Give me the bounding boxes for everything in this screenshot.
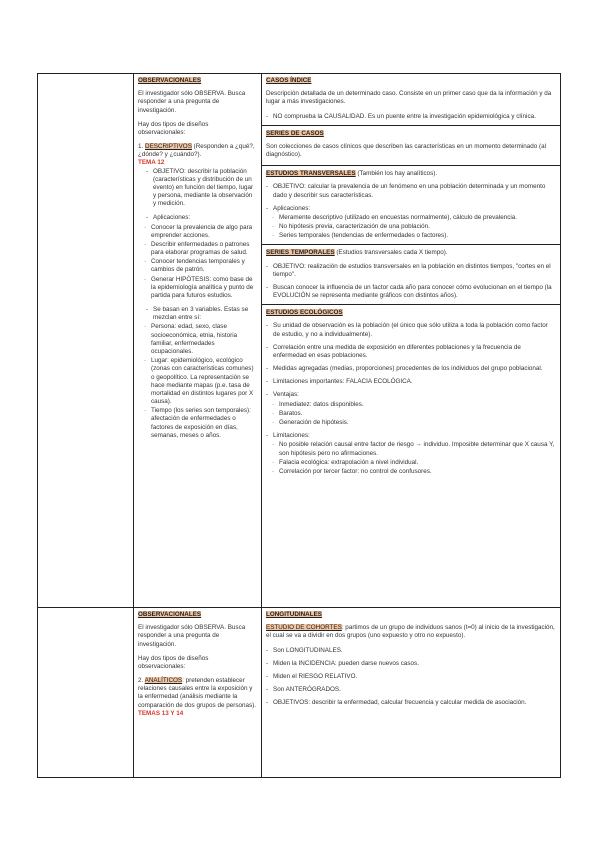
empty-margin-cell <box>38 608 134 778</box>
descriptivos-line: 1. DESCRIPTIVOS (Responden a ¿qué?, ¿dónde? y ¿cuándo?). <box>138 143 255 159</box>
descriptivos-types-cell: CASOS ÍNDICE Descripción detallada de un determinado caso. Consiste en un primer caso que da la información y da lugar a más investigaciones. - NO comprueba la CAUSALIDAD. Es un puente entre la investigación epidemiológica y clínica. SERIES DE CASOS Son colecciones de casos clínicos que describen las características en un momento determinado (al diagnóstico). ESTUDIOS TRANSVERSALES (También los hay analíticos). - OBJETIVO: calcular la prevalencia de un fenómeno en una población determinada y un momento dado y describir sus características. - Aplicaciones: · Meramente descriptivo (utilizado en encuestas normalmente), cálculo de prevalencia. · No hipótesis previa, caracterización de una población. · Series temporales (tendencias de enfermedades o factores). SERIES TEMPORALES (Estudios transversales cada X tiempo). - OBJETIVO: realización de estudios transversales en la población en distintos tiempos, "cortes en el tiempo". - Buscan conocer la influencia de un factor cada año para conocer cómo evolucionan en el tiempo (la EVOLUCIÓN se representa mediante gráficos con distintos años). ESTUDIOS ECOLÓGICOS - Su unidad de observación es la población (el único que sólo utiliza a toda la población como factor de estudio, y no a individualmente). - Correlación entre una medida de exposición en diferentes poblaciones y la frecuencia de enfermedad en esas poblaciones. - Medidas agregadas (medias, proporciones) procedentes de los individuos del grupo poblacional. - Limitaciones importantes: FALACIA ECOLÓGICA. - Ventajas: · Inmediatez: datos disponibles. · Baratos. · Generación de hipótesis. - Limitaciones: · No posible relación causal entre factor de riesgo → individuo. Imposible determinar que X causa Y, son hipótesis pero no afirmaciones. · Falacia ecológica: extrapolación a nivel individual. · Correlación por tercer factor: no control de confusores. <box>262 74 561 608</box>
ventajas-title: - Ventajas: <box>266 391 556 399</box>
observacionales-cell <box>134 74 262 608</box>
analiticos-label: ANALÍTICOS <box>144 677 183 685</box>
casos-indice-bullet: - NO comprueba la CAUSALIDAD. Es un puente entre la investigación epidemiológica y clínica. <box>266 113 556 121</box>
list-item: - Son LONGITUDINALES. <box>266 647 556 655</box>
objetivo-item: - OBJETIVO: describir la población (características y distribución de un evento) en función del tiempo, lugar y persona, mediante la observación y medición. <box>146 168 257 209</box>
list-item: - OBJETIVOS: describir la enfermedad, calcular frecuencia y calcular medida de asociación. <box>266 699 556 707</box>
series-casos-heading: SERIES DE CASOS <box>266 129 324 137</box>
list-item: · Inmediatez: datos disponibles. <box>272 401 556 409</box>
divider <box>262 244 560 245</box>
aplicaciones-list <box>144 224 257 301</box>
list-item: - Buscan conocer la influencia de un factor cada año para conocer cómo evolucionan en el tiempo (la EVOLUCIÓN se representa mediante gráficos con distintos años). <box>266 284 556 300</box>
transversales-objetivo: - OBJETIVO: calcular la prevalencia de un fenómeno en una población determinada y un momento dado y describir sus características. <box>266 183 556 199</box>
list-item: · No posible relación causal entre factor de riesgo → individuo. Imposible determinar que X causa Y, son hipótesis pero no afirmaciones. <box>272 441 556 457</box>
table-row <box>38 74 561 608</box>
list-item: - Correlación entre una medida de exposición en diferentes poblaciones y la frecuencia de enfermedad en esas poblaciones. <box>266 344 556 360</box>
limitaciones-list <box>272 441 556 476</box>
series-temporales-heading: SERIES TEMPORALES <box>266 249 335 257</box>
divider <box>262 304 560 305</box>
variables-list <box>144 323 257 439</box>
cohortes-list <box>266 647 556 708</box>
casos-indice-heading: CASOS ÍNDICE <box>266 77 312 84</box>
list-item: - Son ANTERÓGRADOS. <box>266 686 556 694</box>
list-item: - Medidas agregadas (medias, proporciones) procedentes de los individuos del grupo poblacional. <box>266 365 556 373</box>
intro-text: El investigador sólo OBSERVA. Busca responder a una pregunta de investigación. <box>138 90 246 114</box>
observacionales-cell <box>134 608 262 778</box>
list-item: · Persona: edad, sexo, clase socioeconómica, etnia, historia familiar, enfermedades ocupacionales. <box>144 323 257 356</box>
transversales-aplicaciones-title: - Aplicaciones: <box>266 205 556 213</box>
cohortes-label: ESTUDIO DE COHORTES <box>266 624 342 632</box>
list-item: · Conocer la prevalencia de algo para emprender acciones. <box>144 224 257 240</box>
list-item: · No hipótesis previa, caracterización de una población. <box>272 223 556 231</box>
transversales-heading: ESTUDIOS TRANSVERSALES <box>266 170 356 178</box>
section-heading: OBSERVACIONALES <box>138 77 202 84</box>
ecologicos-heading: ESTUDIOS ECOLÓGICOS <box>266 309 343 317</box>
transversales-aplicaciones-list <box>272 214 556 241</box>
list-item: - Miden la INCIDENCIA: pueden darse nuevos casos. <box>266 660 556 668</box>
ecologicos-list <box>266 322 556 399</box>
list-item: - OBJETIVO: realización de estudios transversales en la población en distintos tiempos, "cortes en el tiempo". <box>266 263 556 279</box>
list-item: · Meramente descriptivo (utilizado en encuestas normalmente), cálculo de prevalencia. <box>272 214 556 222</box>
types-line: Hay dos tipos de diseños observacionales: <box>138 120 209 136</box>
list-item: · Generación de hipótesis. <box>272 419 556 427</box>
casos-indice-text: Descripción detallada de un determinado caso. Consiste en un primer caso que da la información y da lugar a más investigaciones. <box>266 90 552 106</box>
list-item: - Miden el RIESGO RELATIVO. <box>266 673 556 681</box>
section-heading: OBSERVACIONALES <box>138 611 202 618</box>
intro-text: El investigador sólo OBSERVA. Busca responder a una pregunta de investigación. <box>138 624 246 648</box>
descriptivos-label: DESCRIPTIVOS <box>145 143 192 151</box>
ventajas-list <box>272 401 556 428</box>
temas-label: TEMAS 13 Y 14 <box>138 709 184 717</box>
list-item: · Lugar: epidemiológico, ecológico (zonas con características comunes) o geopolítico. La representación se hace mediante mapas (p.e. tasa de mortalidad en distintos lugares por X causa). <box>144 357 257 406</box>
cohortes-paragraph: ESTUDIO DE COHORTES: partimos de un grupo de individuos sanos (t=0) al inicio de la investigación, el cual se va a dividir en dos grupos (uno expuesto y otro no expuesto). <box>266 624 555 640</box>
list-item: - Limitaciones importantes: FALACIA ECOLÓGICA. <box>266 378 556 386</box>
analiticos-paragraph: 2. ANALÍTICOS: pretenden establecer relaciones causales entre la exposición y la enfermedad (análisis mediante la comparación de dos grupos de personas). TEMAS 13 Y 14 <box>138 677 256 717</box>
notes-table <box>37 73 561 778</box>
list-item: · Tiempo (los series son temporales): afectación de enfermedades o factores de exposición en días, semanas, meses o años. <box>144 407 257 440</box>
series-casos-text: Son colecciones de casos clínicos que describen las características en un momento determinado (al diagnóstico). <box>266 142 547 159</box>
longitudinales-heading: LONGITUDINALES <box>266 611 322 618</box>
empty-margin-cell <box>38 74 134 608</box>
list-item: · Baratos. <box>272 410 556 418</box>
divider <box>262 165 560 166</box>
list-item: · Series temporales (tendencias de enfermedades o factores). <box>272 232 556 240</box>
aplicaciones-title: - Aplicaciones: <box>146 214 257 222</box>
list-item: · Conocer tendencias temporales y cambios de patrón. <box>144 258 257 274</box>
tema-label: TEMA 12 <box>138 159 165 167</box>
list-item: · Generar HIPÓTESIS: como base de la epidemiología analítica y punto de partida para futuros estudios. <box>144 276 257 301</box>
list-item: - Su unidad de observación es la población (el único que sólo utiliza a toda la población como factor de estudio, y no a individualmente). <box>266 322 556 338</box>
list-item: · Falacia ecológica: extrapolación a nivel individual. <box>272 459 556 467</box>
list-item: · Correlación por tercer factor: no control de confusores. <box>272 468 556 476</box>
variables-title: - Se basan en 3 variables. Estas se mezclan entre sí: <box>146 306 257 322</box>
divider <box>262 125 560 126</box>
longitudinales-cell <box>262 608 561 778</box>
limitaciones-title: - Limitaciones: <box>266 432 556 440</box>
list-item: · Describir enfermedades o patrones para elaborar programas de salud. <box>144 241 257 257</box>
types-line: Hay dos tipos de diseños observacionales: <box>138 654 209 670</box>
table-row <box>38 608 561 778</box>
